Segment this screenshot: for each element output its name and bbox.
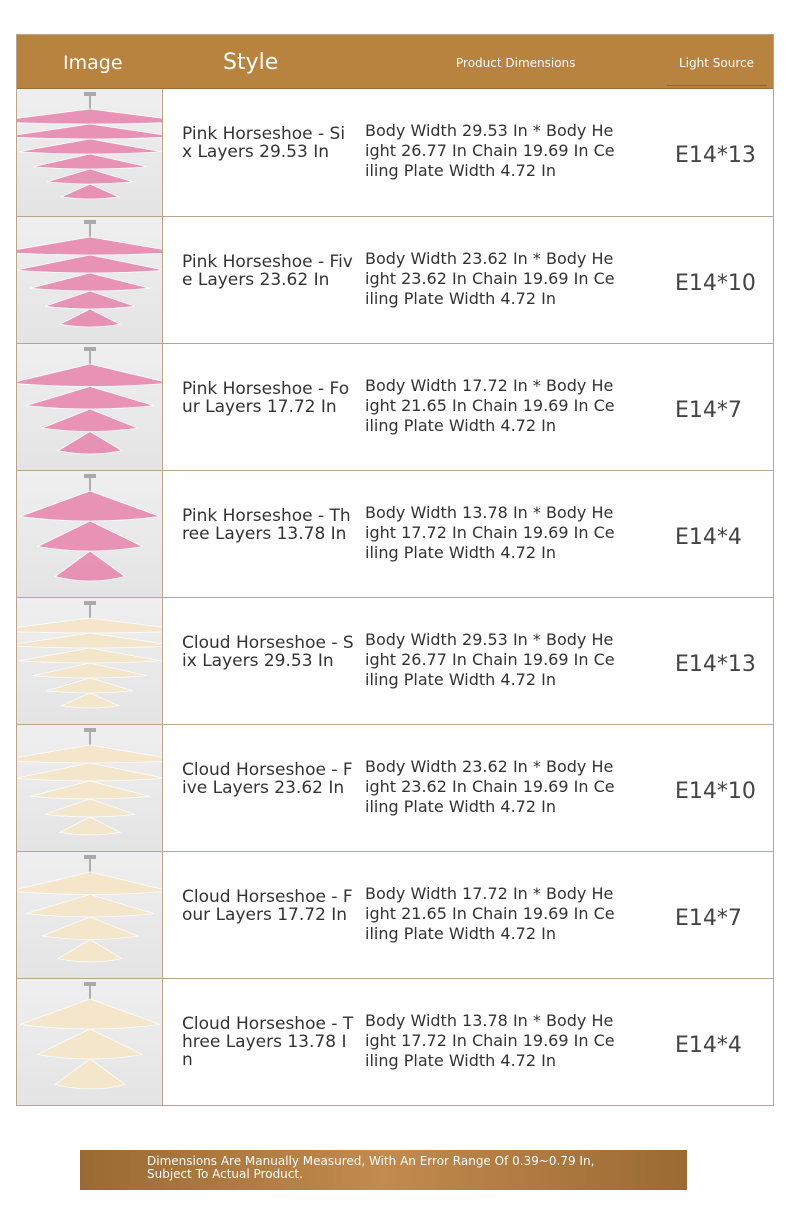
product-table: [16, 34, 774, 1106]
light-source: E14*10: [675, 779, 756, 804]
footer-note: Dimensions Are Manually Measured, With An Error Range Of 0.39~0.79 In, Subject To Actual Product.: [80, 1150, 687, 1190]
chandelier-image: [17, 344, 163, 470]
table-row: [17, 216, 773, 343]
header-image: Image: [63, 52, 123, 74]
product-dimensions: Body Width 23.62 In * Body Height 23.62 In Chain 19.69 In Ceiling Plate Width 4.72 In: [365, 757, 615, 816]
header-dimensions: Product Dimensions: [456, 56, 576, 70]
style-name: Pink Horseshoe - Five Layers 23.62 In: [182, 252, 353, 290]
style-name: Pink Horseshoe - Three Layers 13.78 In: [182, 506, 351, 544]
chandelier-image: [17, 89, 163, 216]
table-header: [17, 35, 773, 89]
style-name: Cloud Horseshoe - Three Layers 13.78 In: [182, 1014, 354, 1070]
chandelier-image: [17, 979, 163, 1105]
chandelier-image: [17, 217, 163, 343]
table-row: [17, 470, 773, 597]
light-source: E14*7: [675, 906, 742, 931]
table-row: [17, 724, 773, 851]
table-body: [17, 89, 773, 1105]
product-dimensions: Body Width 29.53 In * Body Height 26.77 In Chain 19.69 In Ceiling Plate Width 4.72 In: [365, 630, 615, 689]
style-name: Pink Horseshoe - Six Layers 29.53 In: [182, 124, 346, 162]
table-row: [17, 851, 773, 978]
style-name: Cloud Horseshoe - Six Layers 29.53 In: [182, 633, 354, 671]
header-divider: [667, 85, 767, 86]
product-dimensions: Body Width 13.78 In * Body Height 17.72 In Chain 19.69 In Ceiling Plate Width 4.72 In: [365, 1011, 615, 1070]
table-row: [17, 978, 773, 1105]
light-source: E14*10: [675, 271, 756, 296]
header-light-source: Light Source: [679, 56, 754, 70]
light-source: E14*7: [675, 398, 742, 423]
light-source: E14*13: [675, 652, 756, 677]
chandelier-image: [17, 725, 163, 851]
chandelier-image: [17, 852, 163, 978]
table-row: [17, 343, 773, 470]
chandelier-image: [17, 598, 163, 724]
product-dimensions: Body Width 17.72 In * Body Height 21.65 In Chain 19.69 In Ceiling Plate Width 4.72 In: [365, 376, 615, 435]
product-dimensions: Body Width 17.72 In * Body Height 21.65 In Chain 19.69 In Ceiling Plate Width 4.72 In: [365, 884, 615, 943]
product-dimensions: Body Width 13.78 In * Body Height 17.72 In Chain 19.69 In Ceiling Plate Width 4.72 In: [365, 503, 615, 562]
style-name: Cloud Horseshoe - Four Layers 17.72 In: [182, 887, 353, 925]
light-source: E14*13: [675, 143, 756, 168]
chandelier-image: [17, 471, 163, 597]
header-style: Style: [223, 50, 279, 75]
light-source: E14*4: [675, 525, 742, 550]
table-row: [17, 597, 773, 724]
style-name: Pink Horseshoe - Four Layers 17.72 In: [182, 379, 350, 417]
product-dimensions: Body Width 23.62 In * Body Height 23.62 In Chain 19.69 In Ceiling Plate Width 4.72 In: [365, 249, 615, 308]
product-dimensions: Body Width 29.53 In * Body Height 26.77 In Chain 19.69 In Ceiling Plate Width 4.72 In: [365, 121, 615, 180]
style-name: Cloud Horseshoe - Five Layers 23.62 In: [182, 760, 353, 798]
light-source: E14*4: [675, 1033, 742, 1058]
table-row: [17, 89, 773, 216]
